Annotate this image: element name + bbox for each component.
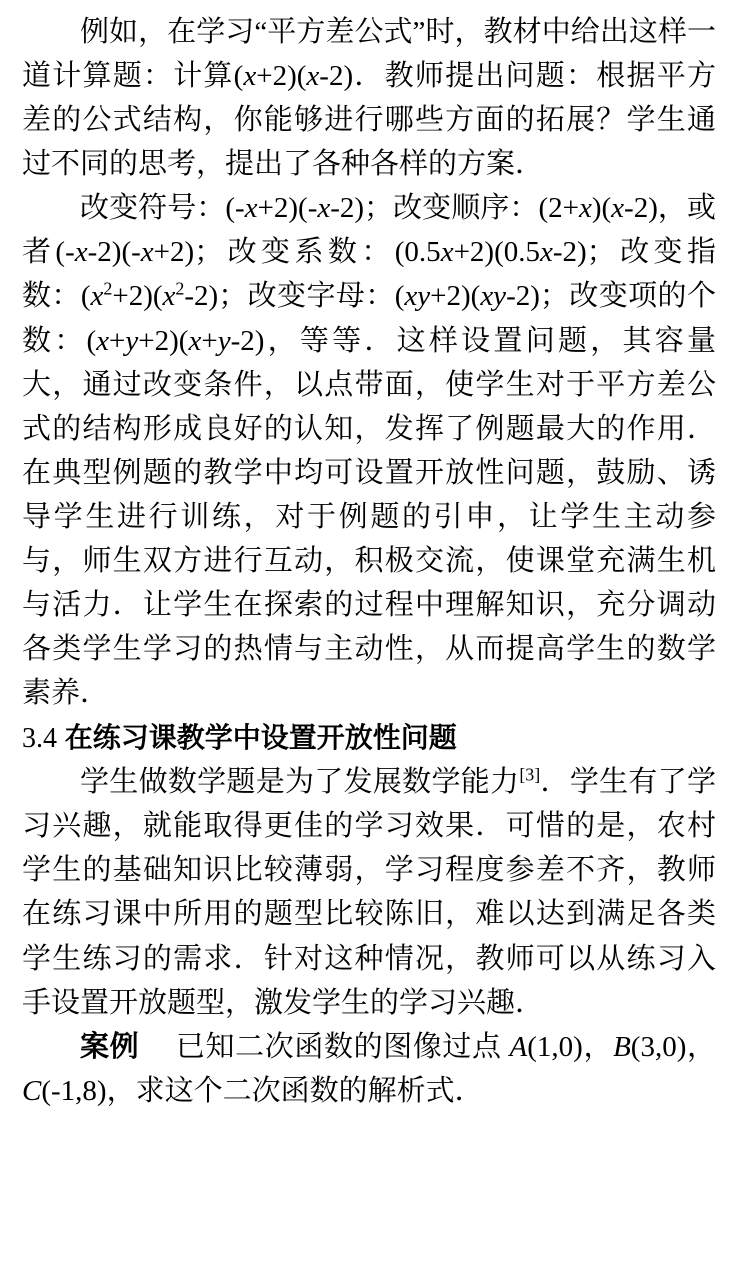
math-variable: x (611, 192, 625, 225)
math-variable: x (162, 280, 176, 313)
math-point-a: A (509, 1030, 528, 1063)
math-variable-x: x (306, 60, 320, 93)
math-paren-close: ) (343, 60, 354, 93)
paragraph-case-example (22, 1025, 716, 1113)
math-exponent: 2 (103, 278, 113, 299)
paragraph-practice (22, 760, 716, 1024)
math-term: -2)；改变指数：( (22, 236, 716, 313)
math-variable: x (539, 236, 553, 269)
math-term: -2)，或者( (22, 192, 716, 269)
math-point-c: C (22, 1074, 42, 1107)
math-operator: + (109, 324, 126, 357)
math-paren-mid: )( (287, 60, 307, 93)
reference-marker: [3] (519, 764, 541, 785)
math-variable: -x (235, 192, 258, 225)
math-point-b: B (613, 1030, 631, 1063)
paragraph-text: 已知二次函数的图像过点 (175, 1030, 510, 1063)
section-title: 在练习课教学中设置开放性问题 (64, 722, 457, 754)
math-term: -2 (319, 60, 344, 93)
math-variable: x (90, 280, 104, 313)
paragraph-text: 学生做数学题是为了发展数学能力 (80, 766, 520, 799)
math-coords: (3,0)， (630, 1030, 716, 1063)
math-coords: (1,0)， (527, 1030, 614, 1063)
math-term: +2 (256, 60, 288, 93)
math-variable: xy (480, 280, 507, 313)
math-term: -2)；改变项的个数：( (22, 280, 716, 357)
section-number: 3.4 (22, 723, 57, 755)
math-term: +2)( (430, 280, 481, 313)
math-variable: y (125, 324, 139, 357)
math-term: +2)( (138, 324, 189, 357)
paragraph-text: -2)，等等．这样设置问题，其容量大，通过改变条件，以点带面，使学生对于平方差公式的结构形成良好的认知，发挥了例题最大的作用．在典型例题的教学中均可设置开放性问题，鼓励、诱导学生进行训练，对于例题的引申，让学生主动参与，师生双方进行互动，积极交流，使课堂充满生机与活力．让学生在探索的过程中理解知识，充分调动各类学生学习的热情与主动性，从而提高学生的数学素养． (22, 324, 716, 710)
math-variable: -x (131, 236, 154, 269)
math-term: -2)( (87, 236, 132, 269)
math-variable: -x (65, 236, 88, 269)
math-paren-open: ( (233, 60, 244, 93)
paragraph-text: ．学生有了学习兴趣，就能取得更佳的学习效果．可惜的是，农村学生的基础知识比较薄弱，学习程度参差不齐，教师在练习课中所用的题型比较陈旧，难以达到满足各类学生练习的需求．针对这种情况，教师可以从练习入手设置开放题型，激发学生的学习兴趣． (22, 766, 716, 1019)
paragraph-text: 改变符号：( (80, 192, 235, 225)
math-term: +2)( (112, 280, 163, 313)
example-label: 案例 (80, 1030, 140, 1063)
paragraph-text: ，求这个二次函数的解析式． (106, 1074, 484, 1107)
math-variable: -x (307, 192, 331, 225)
math-variable: x (96, 324, 110, 357)
section-heading (22, 717, 716, 760)
math-variable: y (217, 324, 231, 357)
math-term: +2)(0.5 (453, 236, 540, 269)
math-term: +2)；改变系数：(0.5 (153, 236, 441, 269)
math-exponent: 2 (175, 278, 185, 299)
math-term: -2)；改变顺序：(2+ (330, 192, 579, 225)
math-term: )( (591, 192, 612, 225)
math-variable: x (188, 324, 202, 357)
math-term: +2)( (257, 192, 308, 225)
math-coords: (-1,8) (41, 1074, 107, 1107)
math-variable-x: x (243, 60, 257, 93)
paragraph-variations (22, 186, 716, 715)
math-variable: xy (404, 280, 431, 313)
math-variable: x (578, 192, 592, 225)
math-operator: + (201, 324, 218, 357)
paragraph-text: ．教师提出问题：根据平方差的公式结构，你能够进行哪些方面的拓展？学生通过不同的思考，提出了各种各样的方案． (22, 60, 716, 181)
math-inline (234, 60, 353, 92)
paragraph-example-intro (22, 10, 716, 186)
paragraph-text: 例如，在学习“平方差公式”时，教材中给出这样一道计算题：计算 (22, 16, 716, 93)
math-variable: x (440, 236, 454, 269)
math-term: -2)；改变字母：( (184, 280, 405, 313)
